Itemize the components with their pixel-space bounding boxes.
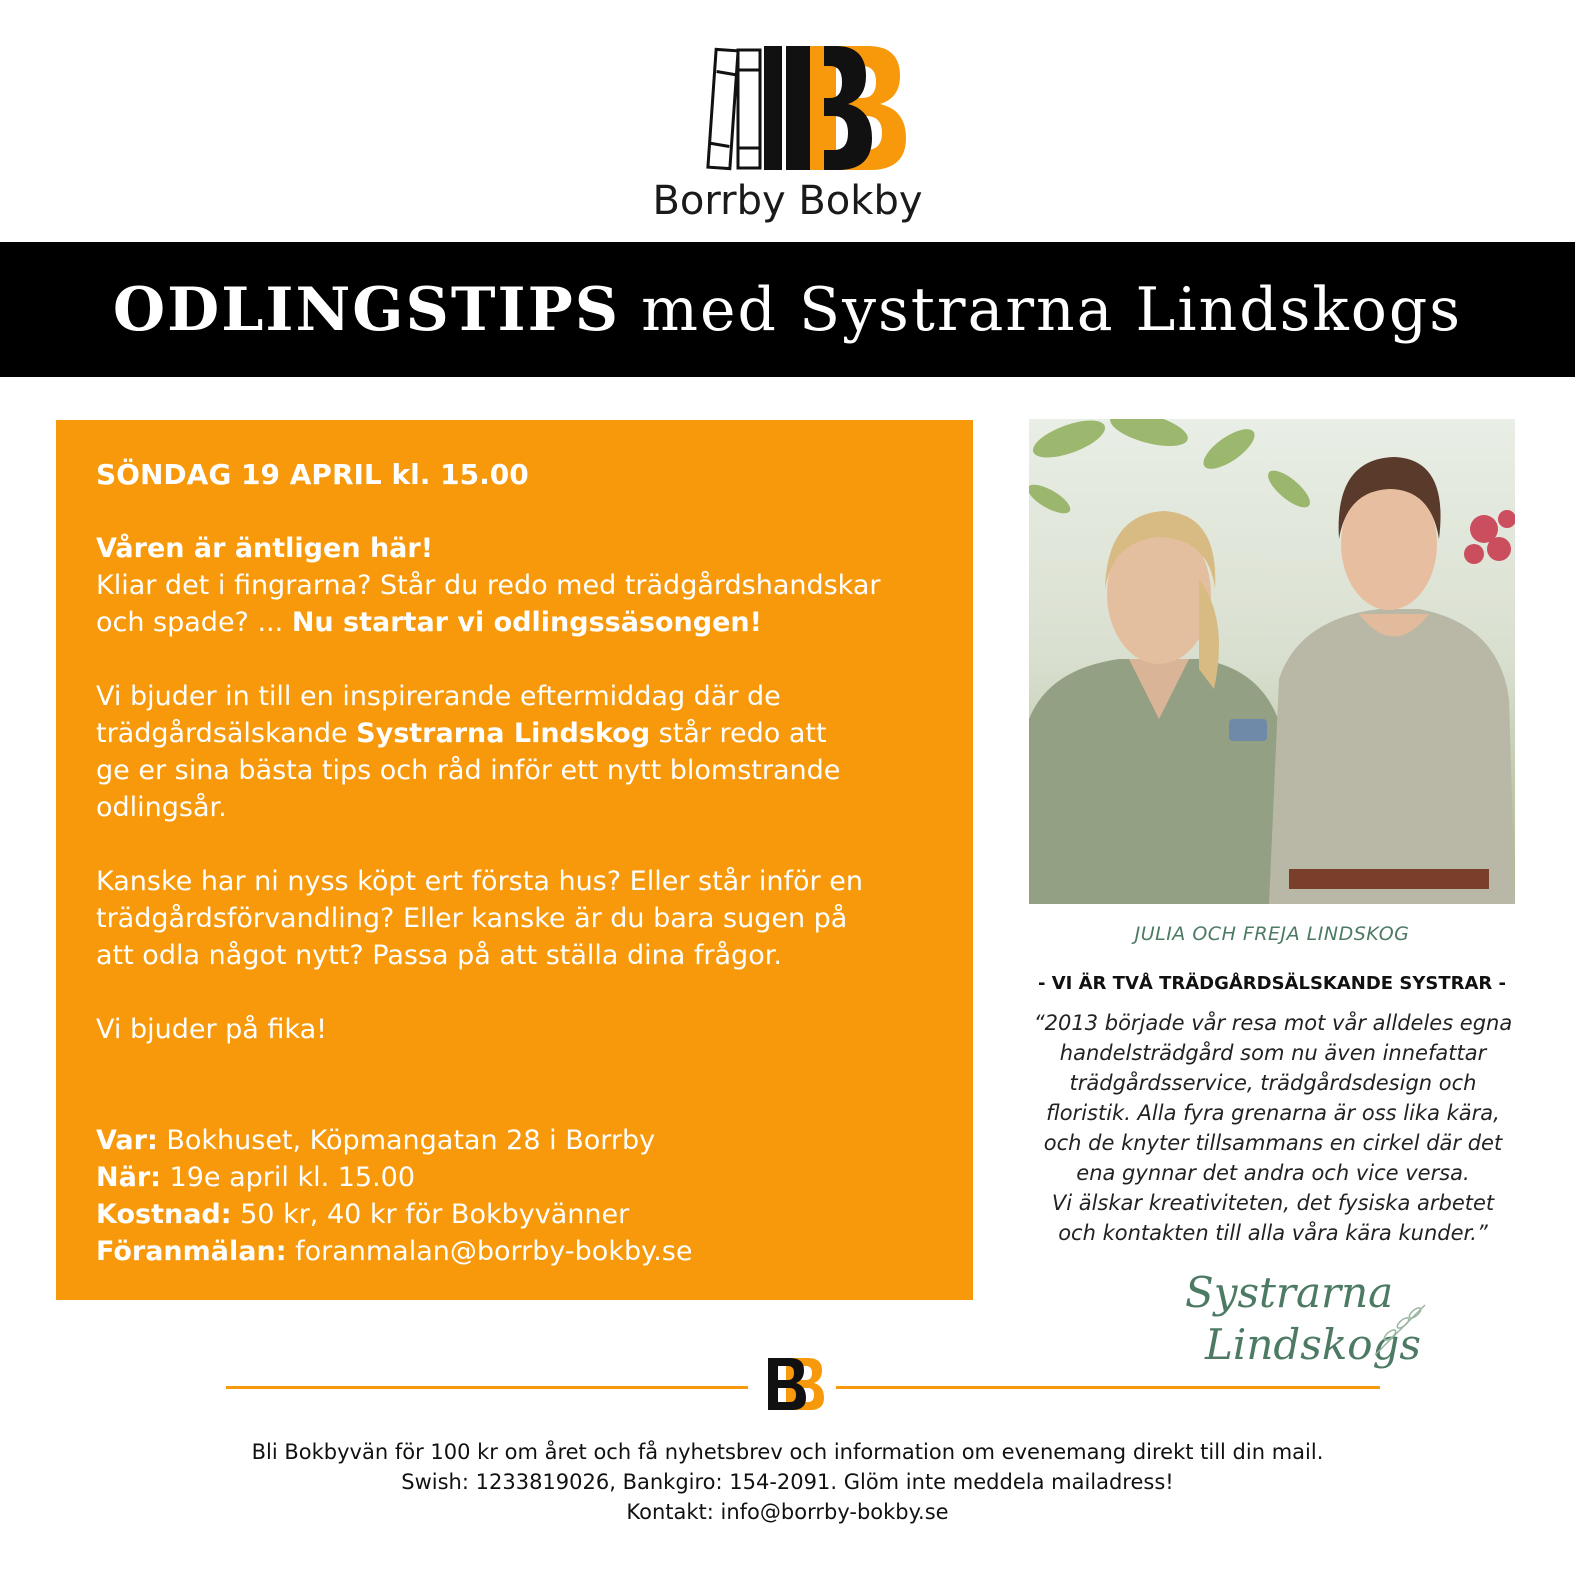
title-band [0,242,1575,377]
title-rest: med Systrarna Lindskogs [641,274,1463,345]
svg-text:Lindskogs: Lindskogs [1205,1320,1421,1369]
photo-caption: JULIA OCH FREJA LINDSKOG [1134,923,1410,945]
event-info-box [56,420,973,1300]
quote-line: ena gynnar det andra och vice versa. [1076,1161,1470,1185]
question-line: trädgårdsförvandling? Eller kanske är du bara sugen på [96,903,848,934]
page-title [113,275,1462,345]
question-line: Kanske har ni nyss köpt ert första hus? Eller står inför en [96,866,863,897]
sisters-quote [1018,1008,1528,1248]
brand-name: Borrby Bokby [652,178,923,224]
invite-line-2: trädgårdsälskande Systrarna Lindskog står redo att [96,718,827,749]
systrarna-lindskogs-signature-logo [1175,1255,1435,1385]
quote-line: trädgårdsservice, trädgårdsdesign och [1069,1071,1477,1095]
footer [0,1437,1575,1527]
intro-line-3: och spade? ... Nu startar vi odlingssäsongen! [96,607,762,638]
detail-row-cost: Kostnad: 50 kr, 40 kr för Bokbyvänner [96,1199,630,1230]
fika-line: Vi bjuder på fika! [96,1014,327,1045]
intro-heading: Våren är äntligen här! [96,533,434,564]
event-date-heading: SÖNDAG 19 APRIL kl. 15.00 [96,458,529,491]
invite-line: Vi bjuder in till en inspirerande eftermiddag där de [96,681,781,712]
quote-line: och de knyter tillsammans en cirkel där det [1043,1131,1503,1155]
invite-line: odlingsår. [96,792,227,823]
quote-line: Vi älskar kreativiteten, det fysiska arbetet [1051,1191,1495,1215]
footer-membership: Bli Bokbyvän för 100 kr om året och få nyhetsbrev och information om evenemang direkt till din mail. [251,1440,1324,1464]
event-details [96,1122,933,1270]
title-strong: ODLINGSTIPS [112,274,621,345]
quote-line: handelsträdgård som nu även innefattar [1059,1041,1487,1065]
footer-contact[interactable]: Kontakt: info@borrby-bokby.se [626,1500,949,1524]
quote-line: floristik. Alla fyra grenarna är oss lika kära, [1046,1101,1500,1125]
quote-line: och kontakten till alla våra kära kunder.” [1058,1221,1488,1245]
borrby-bokby-logo [690,40,920,190]
detail-row-time: När: 19e april kl. 15.00 [96,1162,416,1193]
tagline: - VI ÄR TVÅ TRÄDGÅRDSÄLSKANDE SYSTRAR - [1037,973,1507,994]
detail-row-place: Var: Bokhuset, Köpmangatan 28 i Borrby [96,1125,656,1156]
footer-bb-logo [764,1356,824,1412]
books-icon [708,49,760,168]
footer-divider-left [226,1386,748,1389]
question-line: att odla något nytt? Passa på att ställa dina frågor. [96,940,782,971]
intro-line: Kliar det i fingrarna? Står du redo med trädgårdshandskar [96,570,881,601]
invite-line: ge er sina bästa tips och råd inför ett nytt blomstrande [96,755,841,786]
sisters-photo [1029,419,1515,904]
registration-email-link[interactable]: foranmalan@borrby-bokby.se [286,1236,693,1267]
svg-text:Systrarna: Systrarna [1185,1268,1394,1317]
detail-row-registration[interactable]: Föranmälan: foranmalan@borrby-bokby.se [96,1236,693,1267]
book-spine-black [764,46,782,170]
quote-line: “2013 började vår resa mot vår alldeles egna [1033,1011,1513,1035]
footer-payment: Swish: 1233819026, Bankgiro: 154-2091. Glöm inte meddela mailadress! [401,1470,1174,1494]
footer-divider-right [836,1386,1380,1389]
